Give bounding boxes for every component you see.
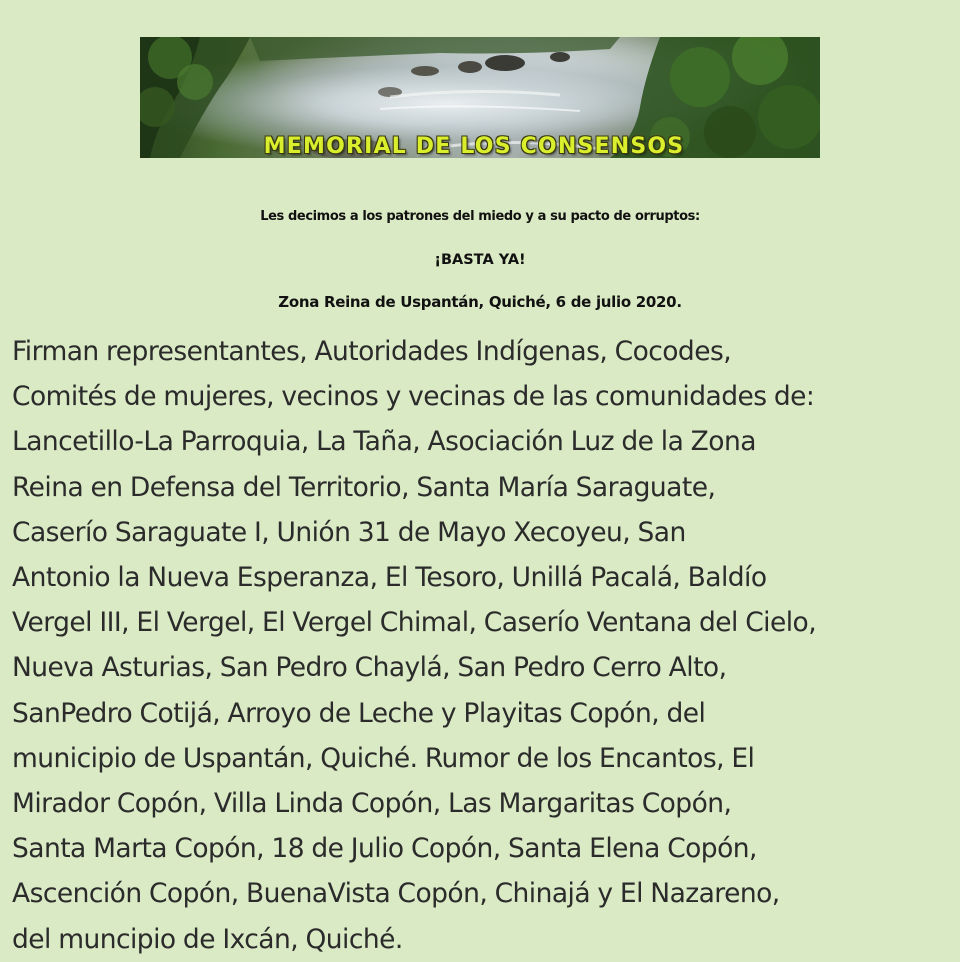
signatories-line: Caserío Saraguate I, Unión 31 de Mayo Xecoyeu, San xyxy=(12,516,686,548)
signatories-line: Lancetillo-La Parroquia, La Taña, Asociación Luz de la Zona xyxy=(12,426,756,458)
headline-basta-ya: ¡BASTA YA! xyxy=(434,252,526,268)
signatories-line: Nueva Asturias, San Pedro Chaylá, San Pedro Cerro Alto, xyxy=(12,652,727,684)
signatories-line: Firman representantes, Autoridades Indígenas, Cocodes, xyxy=(12,336,732,367)
signatories-paragraph xyxy=(12,329,952,962)
signatories-line: municipio de Uspantán, Quiché. Rumor de los Encantos, El xyxy=(12,742,755,774)
signatories-line: Vergel III, El Vergel, El Vergel Chimal, Caserío Ventana del Cielo, xyxy=(12,607,817,639)
signatories-line: Ascención Copón, BuenaVista Copón, Chinajá y El Nazareno, xyxy=(12,878,780,910)
signatories-line: del muncipio de Ixcán, Quiché. xyxy=(12,923,403,955)
signatories-line: Mirador Copón, Villa Linda Copón, Las Margaritas Copón, xyxy=(12,788,732,820)
signatories-line: SanPedro Cotijá, Arroyo de Leche y Playitas Copón, del xyxy=(12,697,706,729)
headline-message: Les decimos a los patrones del miedo y a su pacto de orruptos: xyxy=(260,209,700,224)
signatories-line: Comités de mujeres, vecinos y vecinas de las comunidades de: xyxy=(12,381,815,413)
banner-title: MEMORIAL DE LOS CONSENSOS xyxy=(263,134,685,158)
signatories-line: Santa Marta Copón, 18 de Julio Copón, Santa Elena Copón, xyxy=(12,833,757,865)
signatories-line: Reina en Defensa del Territorio, Santa María Saraguate, xyxy=(12,471,716,503)
banner-river-image xyxy=(140,37,820,158)
headline-place-date: Zona Reina de Uspantán, Quiché, 6 de julio 2020. xyxy=(278,293,682,311)
signatories-line: Antonio la Nueva Esperanza, El Tesoro, Unillá Pacalá, Baldío xyxy=(12,562,767,594)
